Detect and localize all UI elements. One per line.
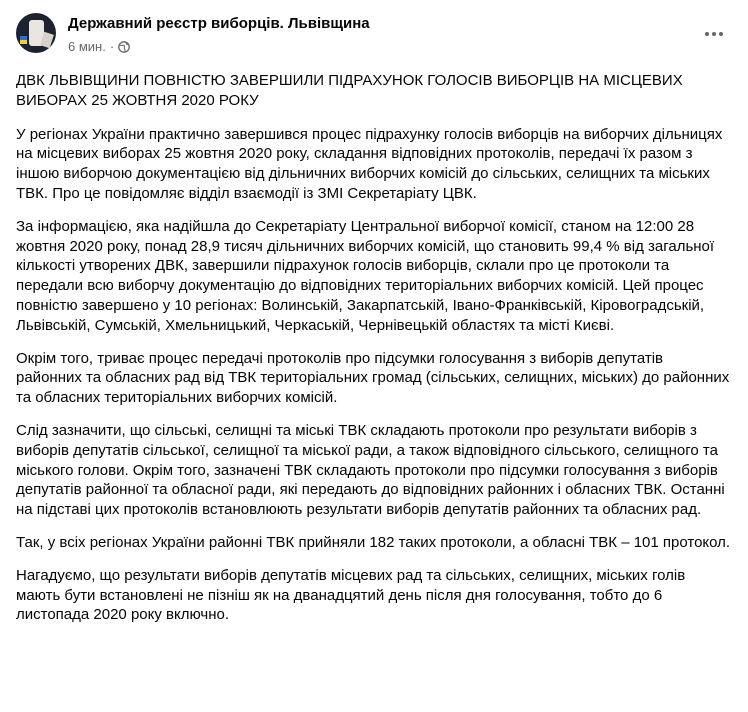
post-paragraph: Нагадуємо, що результати виборів депутатів місцевих рад та сільських, селищних, міських голів мають бути встановлені не пізніш як на дванадцятий день після дня голосування, тобто до 6 листопада 2020 року включно. (16, 566, 686, 624)
post-paragraph: Окрім того, триває процес передачі протоколів про підсумки голосування з виборів депутатів районних та обласних рад від ТВК територіальних громад (сільських, селищних, міських) до районних та обласних територіальних виборчих комісій. (16, 349, 730, 407)
page-name-link[interactable]: Державний реєстр виборців. Львівщина (68, 15, 370, 32)
meta-separator: · (109, 39, 115, 54)
post-time-link[interactable]: 6 мин. (68, 39, 106, 54)
post-body (16, 71, 732, 638)
post-header (16, 13, 732, 57)
post-paragraph: У регіонах України практично завершився процес підрахунку голосів виборців на виборчих дільницях на місцевих виборах 25 жовтня 2020 року, складання відповідних протоколів, передачі їх разом з іншою виборчою документацією від дільничних виборчих комісій до сільських, селищних та міських ТВК. Про це повідомляє відділ взаємодії із ЗМІ Секретаріату ЦВК. (16, 125, 723, 202)
more-horizontal-icon (705, 32, 709, 36)
post-paragraph: Слід зазначити, що сільські, селищні та міські ТВК складають протоколи про результати виборів з виборів депутатів сільської, селищної та міської ради, а також відповідного сільського, селищного та міського голови. Окрім того, зазначені ТВК складають протоколи про підсумки голосування з виборів депутатів районної та обласної ради, які передають до відповідних районних і обласних ТВК. Останні на підставі цих протоколів встановлюють результати виборів депутатів районних та обласних рад. (16, 421, 725, 519)
post-paragraph: За інформацією, яка надійшла до Секретаріату Центральної виборчої комісії, станом на 12:00 28 жовтня 2020 року, понад 28,9 тисяч дільничних виборчих комісій, що становить 99,4 % від загальної кількості утворених ДВК, завершили підрахунок голосів виборців, склали про це протоколи та передали всю виборчу документацію до відповідних територіальних виборчих комісій. Цей процес повністю завершено у 10 регіонах: Волинській, Закарпатській, Івано-Франківській, Кіровоградській, Львівській, Сумській, Хмельницький, Черкаській, Чернівецькій областях та місті Києві. (16, 217, 715, 334)
page-avatar[interactable] (16, 13, 56, 53)
post-paragraph: Так, у всіх регіонах України районні ТВК прийняли 182 таких протоколи, а обласні ТВК – 101 протокол. (16, 533, 731, 551)
post-headline: ДВК ЛЬВІВЩИНИ ПОВНІСТЮ ЗАВЕРШИЛИ ПІДРАХУНОК ГОЛОСІВ ВИБОРЦІВ НА МІСЦЕВИХ ВИБОРАХ 25 ЖОВТНЯ 2020 РОКУ (16, 72, 683, 109)
avatar-flag-yellow (20, 40, 27, 44)
post-meta (68, 39, 130, 55)
more-options-button[interactable] (696, 16, 732, 52)
globe-icon[interactable] (118, 41, 130, 53)
